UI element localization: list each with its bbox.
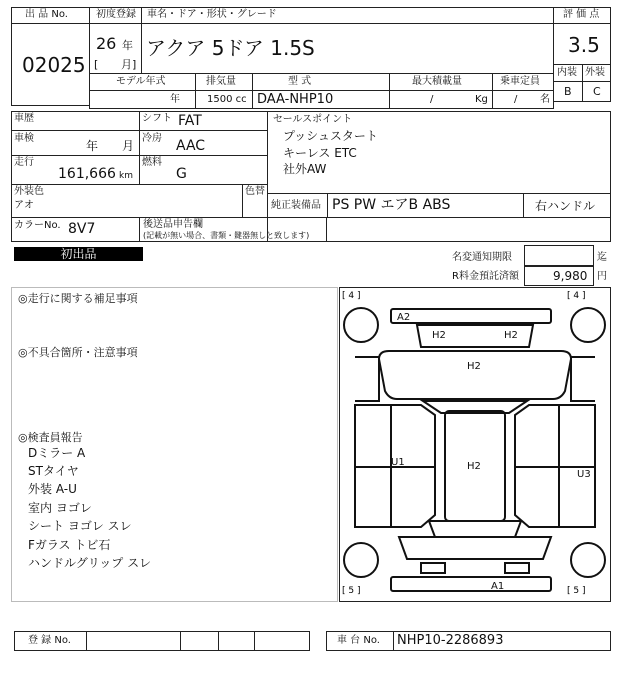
steering-value: 右ハンドル <box>535 199 596 213</box>
first-reg-month-unit: 月] <box>121 58 137 71</box>
damage-mark-h2-left: H2 <box>432 330 446 341</box>
damage-mark-h2-right: H2 <box>504 330 518 341</box>
exterior-grade: C <box>593 85 601 98</box>
wheel-rear-right <box>571 543 605 577</box>
inspector-line: Fガラス トビ石 <box>28 538 111 552</box>
reg-no-divider <box>180 631 181 651</box>
inspector-line: 外装 A-U <box>28 482 77 496</box>
car-name-label: 車名・ドア・形状・グレード <box>147 9 277 20</box>
wheel-front-left <box>344 308 378 342</box>
damage-mark-a1: A1 <box>491 581 505 592</box>
capacity-label: 乗車定員 <box>500 76 540 87</box>
color-no-value: 8V7 <box>68 221 96 237</box>
recycle-amount: 9,980 <box>553 269 588 283</box>
repaint-label: 色替 <box>245 186 265 197</box>
interior-grade: B <box>564 85 572 98</box>
genuine-label: 純正装備品 <box>271 200 321 211</box>
driving-heading: ◎走行に関する補足事項 <box>18 292 138 305</box>
corner-label-br: [ 5 ] <box>567 586 586 596</box>
damage-mark-h2-hood: H2 <box>467 361 481 372</box>
reg-no-divider <box>218 631 219 651</box>
inspection-year-unit: 年 <box>86 139 99 153</box>
hood <box>379 351 571 399</box>
front-bumper <box>391 309 551 323</box>
rear-bumper <box>391 577 551 591</box>
load-unit: Kg <box>475 94 488 105</box>
damage-mark-u3: U3 <box>577 469 591 480</box>
chassis-divider <box>393 631 394 651</box>
capacity-separator: / <box>514 94 518 105</box>
wheel-rear-left <box>344 543 378 577</box>
model-value: DAA-NHP10 <box>257 92 334 107</box>
sales-point-3: 社外AW <box>283 162 327 176</box>
right-front-fender <box>571 357 595 401</box>
shift-value: FAT <box>178 113 202 129</box>
rear-panel <box>399 537 551 559</box>
first-reg-month-open: [ <box>94 58 99 71</box>
load-separator: / <box>430 94 434 105</box>
fuel-value: G <box>176 166 187 182</box>
name-change-unit: 迄 <box>597 252 607 263</box>
docs-label: 後送品申告欄 <box>143 219 203 230</box>
corner-label-tl: [ 4 ] <box>342 291 361 301</box>
interior-label: 内装 <box>557 67 577 78</box>
spec-divider <box>89 90 554 91</box>
recycle-unit: 円 <box>597 271 607 282</box>
sales-point-2: キーレス ETC <box>283 146 357 160</box>
ext-color-value: アオ <box>14 200 34 211</box>
corner-label-bl: [ 5 ] <box>342 586 361 596</box>
docs-extra-box <box>326 217 611 242</box>
spec-divider <box>492 73 493 109</box>
capacity-unit: 名 <box>540 94 550 105</box>
sales-point-1: プッシュスタート <box>283 129 378 143</box>
inspection-month-unit: 月 <box>122 139 135 153</box>
fuel-label: 燃料 <box>142 157 162 168</box>
first-reg-year: 26 <box>96 34 117 53</box>
displacement-value: 1500 cc <box>207 94 247 105</box>
color-divider <box>139 217 140 242</box>
car-name: アクア 5ドア 1.5S <box>146 36 315 60</box>
lot-label: 出 品 No. <box>25 9 68 20</box>
ext-color-label: 外装色 <box>14 186 44 197</box>
notes-area <box>11 287 338 602</box>
inspection-label: 車検 <box>14 133 34 144</box>
info-divider <box>242 184 243 218</box>
history-label: 車歴 <box>14 113 34 124</box>
first-listing-badge: 初出品 <box>14 247 143 261</box>
model-label: 型 式 <box>288 76 312 87</box>
mileage-unit: km <box>119 171 133 181</box>
model-year-label: モデル年式 <box>116 76 166 87</box>
chassis-label: 車 台 No. <box>337 635 380 646</box>
recycle-label: R料金預託済額 <box>452 271 519 282</box>
inspector-line: シート ヨゴレ スレ <box>28 519 132 533</box>
displacement-label: 排気量 <box>206 76 236 87</box>
spec-divider <box>252 73 253 109</box>
inspector-line: Dミラー A <box>28 446 86 460</box>
sales-points-label: セールスポイント <box>273 114 353 125</box>
ac-label: 冷房 <box>142 133 162 144</box>
exterior-label: 外装 <box>585 67 605 78</box>
ac-value: AAC <box>176 138 206 154</box>
lot-number: 02025 <box>22 53 86 77</box>
damage-mark-u1: U1 <box>391 457 405 468</box>
rear-window <box>429 521 521 537</box>
reg-no-divider <box>254 631 255 651</box>
docs-note: (記載が無い場合、書類・鍵器無しと致します) <box>143 231 310 240</box>
inspector-line: ハンドルグリップ スレ <box>28 556 152 570</box>
genuine-divider <box>327 193 328 218</box>
mileage-value: 161,666 <box>58 166 116 182</box>
max-load-label: 最大積載量 <box>412 76 462 87</box>
reg-no-divider <box>86 631 87 651</box>
corner-label-tr: [ 4 ] <box>567 291 586 301</box>
mileage-label: 走行 <box>14 157 34 168</box>
model-year-unit: 年 <box>170 94 180 105</box>
inspector-line: STタイヤ <box>28 464 79 478</box>
inspector-line: 室内 ヨゴレ <box>28 501 92 515</box>
info-divider <box>139 111 140 184</box>
left-front-fender <box>355 357 379 401</box>
grade-value: 3.5 <box>568 33 600 57</box>
reg-no-label: 登 録 No. <box>28 635 71 646</box>
spec-divider <box>195 73 196 109</box>
genuine-value: PS PW エアB ABS <box>332 197 451 213</box>
wheel-front-right <box>571 308 605 342</box>
chassis-no: NHP10-2286893 <box>397 633 504 648</box>
info-divider <box>11 184 268 185</box>
shift-label: シフト <box>142 113 172 124</box>
name-change-box <box>524 245 594 266</box>
damage-mark-a2: A2 <box>397 312 411 323</box>
car-diagram <box>339 287 611 602</box>
spec-divider <box>389 73 390 109</box>
first-reg-label: 初度登録 <box>96 9 136 20</box>
name-change-label: 名変通知期限 <box>452 252 512 263</box>
grade-label: 評 価 点 <box>563 9 600 20</box>
genuine-divider <box>523 193 524 218</box>
color-no-label: カラーNo. <box>14 220 61 231</box>
damage-mark-h2-roof: H2 <box>467 461 481 472</box>
inspector-heading: ◎検査員報告 <box>18 431 83 444</box>
docs-extra-box <box>267 217 327 242</box>
defects-heading: ◎不具合箇所・注意事項 <box>18 346 138 359</box>
first-reg-year-unit: 年 <box>122 39 133 52</box>
